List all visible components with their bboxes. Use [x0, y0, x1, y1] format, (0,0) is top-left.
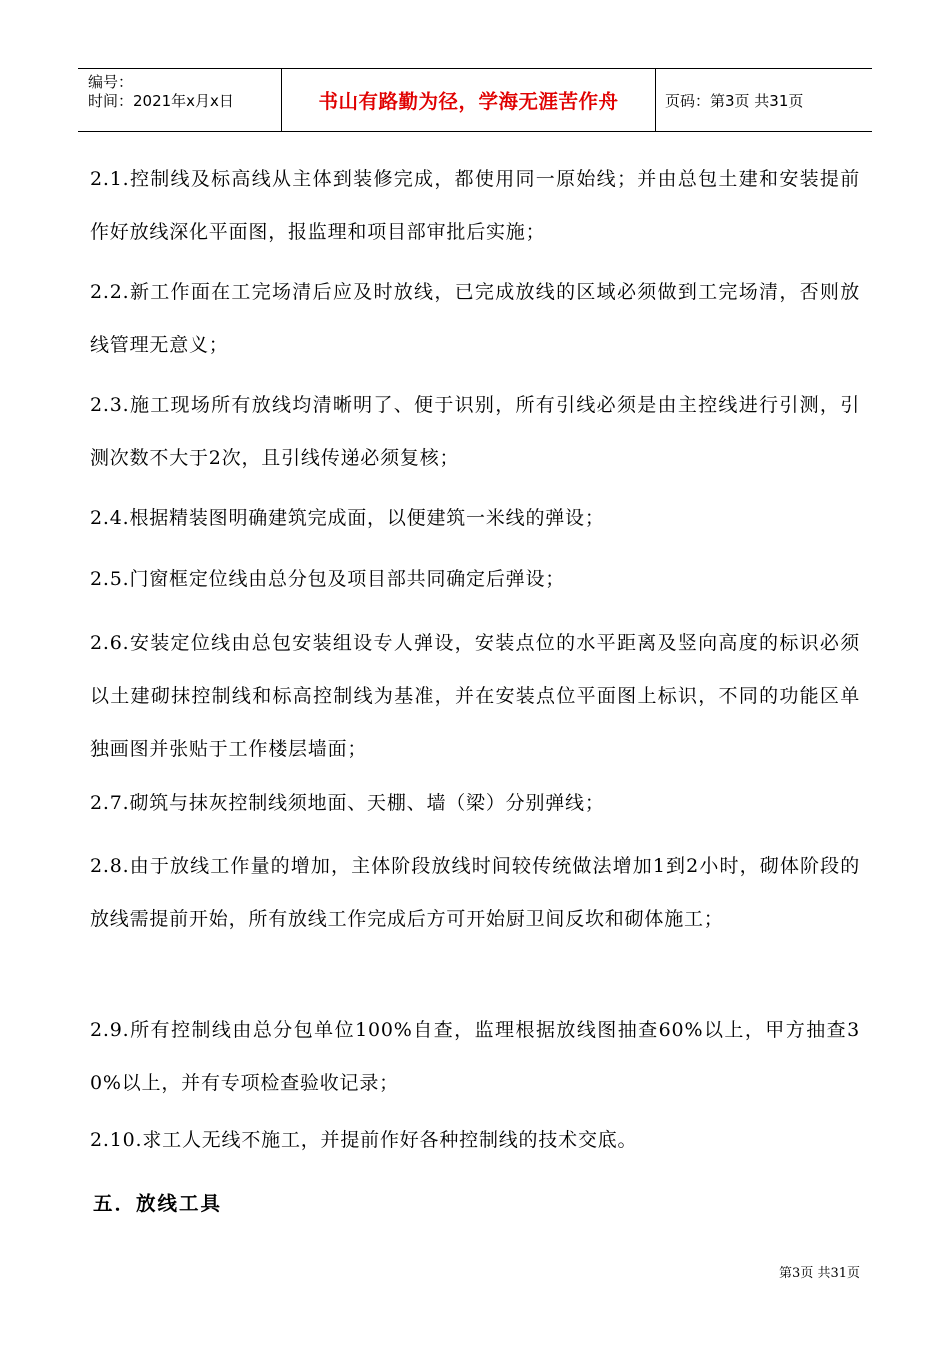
section-title: 五．放线工具 — [93, 1192, 223, 1215]
page-footer: 第3页 共31页 — [779, 1266, 860, 1281]
header-meta — [78, 69, 281, 131]
header-page-info: 页码：第3页 共31页 — [665, 91, 804, 110]
paragraph-2-8: 2.8.由于放线工作量的增加，主体阶段放线时间较传统做法增加1到2小时，砌体阶段的放线需提前开始，所有放线工作完成后方可开始厨卫间反坎和砌体施工； — [90, 855, 860, 930]
page-header — [78, 68, 872, 132]
paragraph-2-5: 2.5.门窗框定位线由总分包及项目部共同确定后弹设； — [90, 568, 566, 590]
paragraph-2-2: 2.2.新工作面在工完场清后应及时放线，已完成放线的区域必须做到工完场清，否则放线管理无意义； — [90, 281, 860, 356]
paragraph-2-1: 2.1.控制线及标高线从主体到装修完成，都使用同一原始线；并由总包土建和安装提前作好放线深化平面图，报监理和项目部审批后实施； — [90, 168, 860, 243]
paragraph-2-7: 2.7.砌筑与抹灰控制线须地面、天棚、墙（梁）分别弹线； — [90, 792, 605, 814]
paragraph-2-4: 2.4.根据精装图明确建筑完成面，以便建筑一米线的弹设； — [90, 507, 605, 529]
header-motto: 书山有路勤为径，学海无涯苦作舟 — [281, 69, 656, 131]
number-label: 编号： — [88, 73, 134, 91]
time-text: 时间：2021年x月x日 — [88, 92, 234, 110]
paragraph-2-6: 2.6.安装定位线由总包安装组设专人弹设，安装点位的水平距离及竖向高度的标识必须以土建砌抹控制线和标高控制线为基准，并在安装点位平面图上标识，不同的功能区单独画图并张贴于工作楼层墙面； — [90, 632, 860, 760]
paragraph-2-3: 2.3.施工现场所有放线均清晰明了、便于识别，所有引线必须是由主控线进行引测，引测次数不大于2次，且引线传递必须复核； — [90, 394, 860, 469]
paragraph-2-10: 2.10.求工人无线不施工，并提前作好各种控制线的技术交底。 — [90, 1129, 638, 1151]
paragraph-2-9: 2.9.所有控制线由总分包单位100%自查，监理根据放线图抽查60%以上，甲方抽查30%以上，并有专项检查验收记录； — [90, 1019, 860, 1094]
